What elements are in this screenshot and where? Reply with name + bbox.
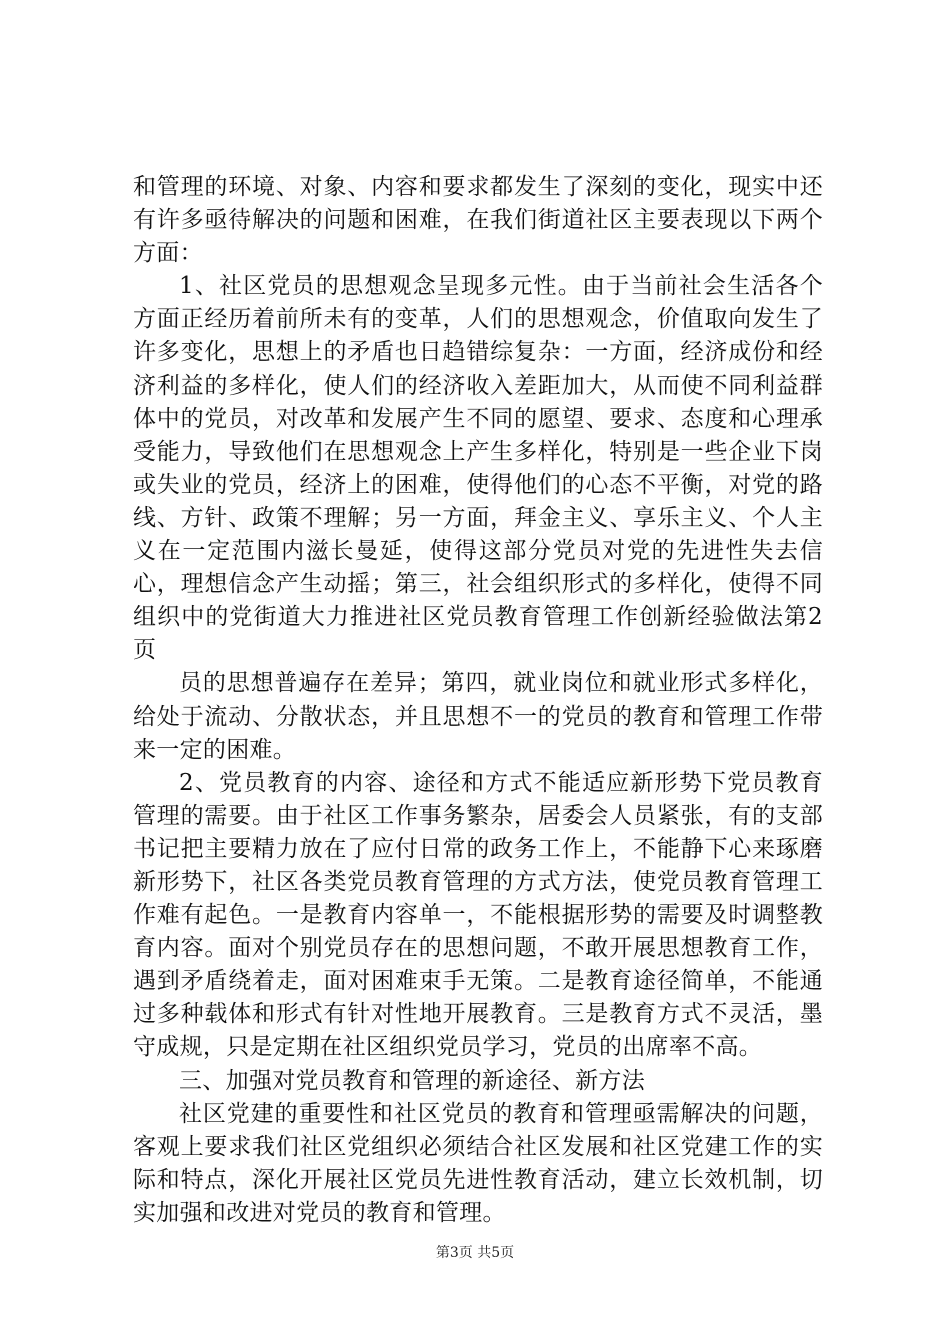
paragraph-point-2: 2、党员教育的内容、途径和方式不能适应新形势下党员教育管理的需要。由于社区工作事务繁杂，居委会人员紧张，有的支部书记把主要精力放在了应付日常的政务工作上，不能静下心来琢磨新形势下，社区各类党员教育管理的方式方法，使党员教育管理工作难有起色。一是教育内容单一，不能根据形势的需要及时调整教育内容。面对个别党员存在的思想问题，不敢开展思想教育工作，遇到矛盾绕着走，面对困难束手无策。二是教育途径简单，不能通过多种载体和形式有针对性地开展教育。三是教育方式不灵活，墨守成规，只是定期在社区组织党员学习，党员的出席率不高。 — [133, 769, 823, 1061]
paragraph-section-3-intro: 社区党建的重要性和社区党员的教育和管理亟需解决的问题，客观上要求我们社区党组织必须结合社区发展和社区党建工作的实际和特点，深化开展社区党员先进性教育活动，建立长效机制，切实加强和改进对党员的教育和管理。 — [133, 1100, 823, 1226]
paragraph-point-1: 1、社区党员的思想观念呈现多元性。由于当前社会生活各个方面正经历着前所未有的变革，人们的思想观念，价值取向发生了许多变化，思想上的矛盾也日趋错综复杂：一方面，经济成份和经济利益的多样化，使人们的经济收入差距加大，从而使不同利益群体中的党员，对改革和发展产生不同的愿望、要求、态度和心理承受能力，导致他们在思想观念上产生多样化，特别是一些企业下岗或失业的党员，经济上的困难，使得他们的心态不平衡，对党的路线、方针、政策不理解；另一方面，拜金主义、享乐主义、个人主义在一定范围内滋长曼延，使得这部分党员对党的先进性失去信心，理想信念产生动摇；第三，社会组织形式的多样化，使得不同组织中的党街道大力推进社区党员教育管理工作创新经验做法第2页 — [133, 273, 823, 664]
document-body — [133, 171, 823, 1230]
paragraph-continuation: 和管理的环境、对象、内容和要求都发生了深刻的变化，现实中还有许多亟待解决的问题和困难，在我们街道社区主要表现以下两个方面： — [133, 174, 823, 267]
paragraph-point-1-continued: 员的思想普遍存在差异；第四，就业岗位和就业形式多样化，给处于流动、分散状态，并且思想不一的党员的教育和管理工作带来一定的困难。 — [133, 670, 823, 763]
section-heading-3: 三、加强对党员教育和管理的新途径、新方法 — [179, 1067, 645, 1094]
page-number-footer: 第3页 共5页 — [435, 1245, 515, 1261]
